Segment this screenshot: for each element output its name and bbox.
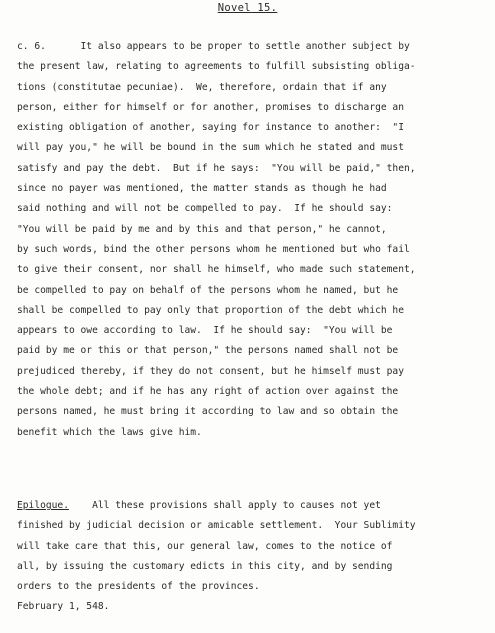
text-line: "You will be paid by me and by this and that person," he cannot, — [17, 223, 387, 235]
text-line: will take care that this, our general law, comes to the notice of — [17, 540, 393, 552]
text-line: appears to owe according to law. If he should say: "You will be — [17, 325, 393, 337]
text-line: be compelled to pay on behalf of the persons whom he named, but he — [17, 284, 399, 296]
epilogue-first-line — [17, 496, 483, 516]
text-line: shall be compelled to pay only that proportion of the debt which he — [17, 304, 404, 316]
text-line: paid by me or this or that person," the persons named shall not be — [17, 345, 399, 357]
text-line: c. 6. It also appears to be proper to settle another subject by — [17, 41, 410, 52]
text-line: the whole debt; and if he has any right of action over against the — [17, 386, 399, 398]
text-line: prejudiced thereby, if they do not consent, but he himself must pay — [17, 365, 404, 377]
section-c6-body — [17, 37, 483, 443]
page-title: Novel 15. — [217, 2, 278, 14]
text-line: the present law, relating to agreements to fulfill subsisting obliga- — [17, 61, 416, 73]
text-line: existing obligation of another, saying for instance to another: "I — [17, 122, 404, 134]
text-line: All these provisions shall apply to causes not yet — [68, 500, 381, 511]
text-line: all, by issuing the customary edicts in this city, and by sending — [17, 560, 393, 572]
document-date: February 1, 548. — [17, 601, 110, 613]
text-line: finished by judicial decision or amicable settlement. Your Sublimity — [17, 520, 416, 532]
text-line: benefit which the laws give him. — [17, 426, 202, 438]
text-line: satisfy and pay the debt. But if he says: "You will be paid," then, — [17, 162, 416, 174]
epilogue-section — [17, 496, 483, 618]
text-line: said nothing and will not be compelled to pay. If he should say: — [17, 203, 393, 215]
text-line: since no payer was mentioned, the matter stands as though he had — [17, 183, 387, 195]
text-line: will pay you," he will be bound in the sum which he stated and must — [17, 142, 404, 154]
text-line: orders to the presidents of the provinces. — [17, 581, 260, 593]
text-line: by such words, bind the other persons whom he mentioned but who fail — [17, 243, 410, 255]
text-line: to give their consent, nor shall he himself, who made such statement, — [17, 264, 416, 276]
text-line: tions (constitutae pecuniae). We, therefore, ordain that if any — [17, 81, 387, 93]
text-line: person, either for himself or for another, promises to discharge an — [17, 101, 404, 113]
text-line: persons named, he must bring it according to law and so obtain the — [17, 406, 399, 418]
epilogue-heading: Epilogue. — [17, 500, 69, 511]
